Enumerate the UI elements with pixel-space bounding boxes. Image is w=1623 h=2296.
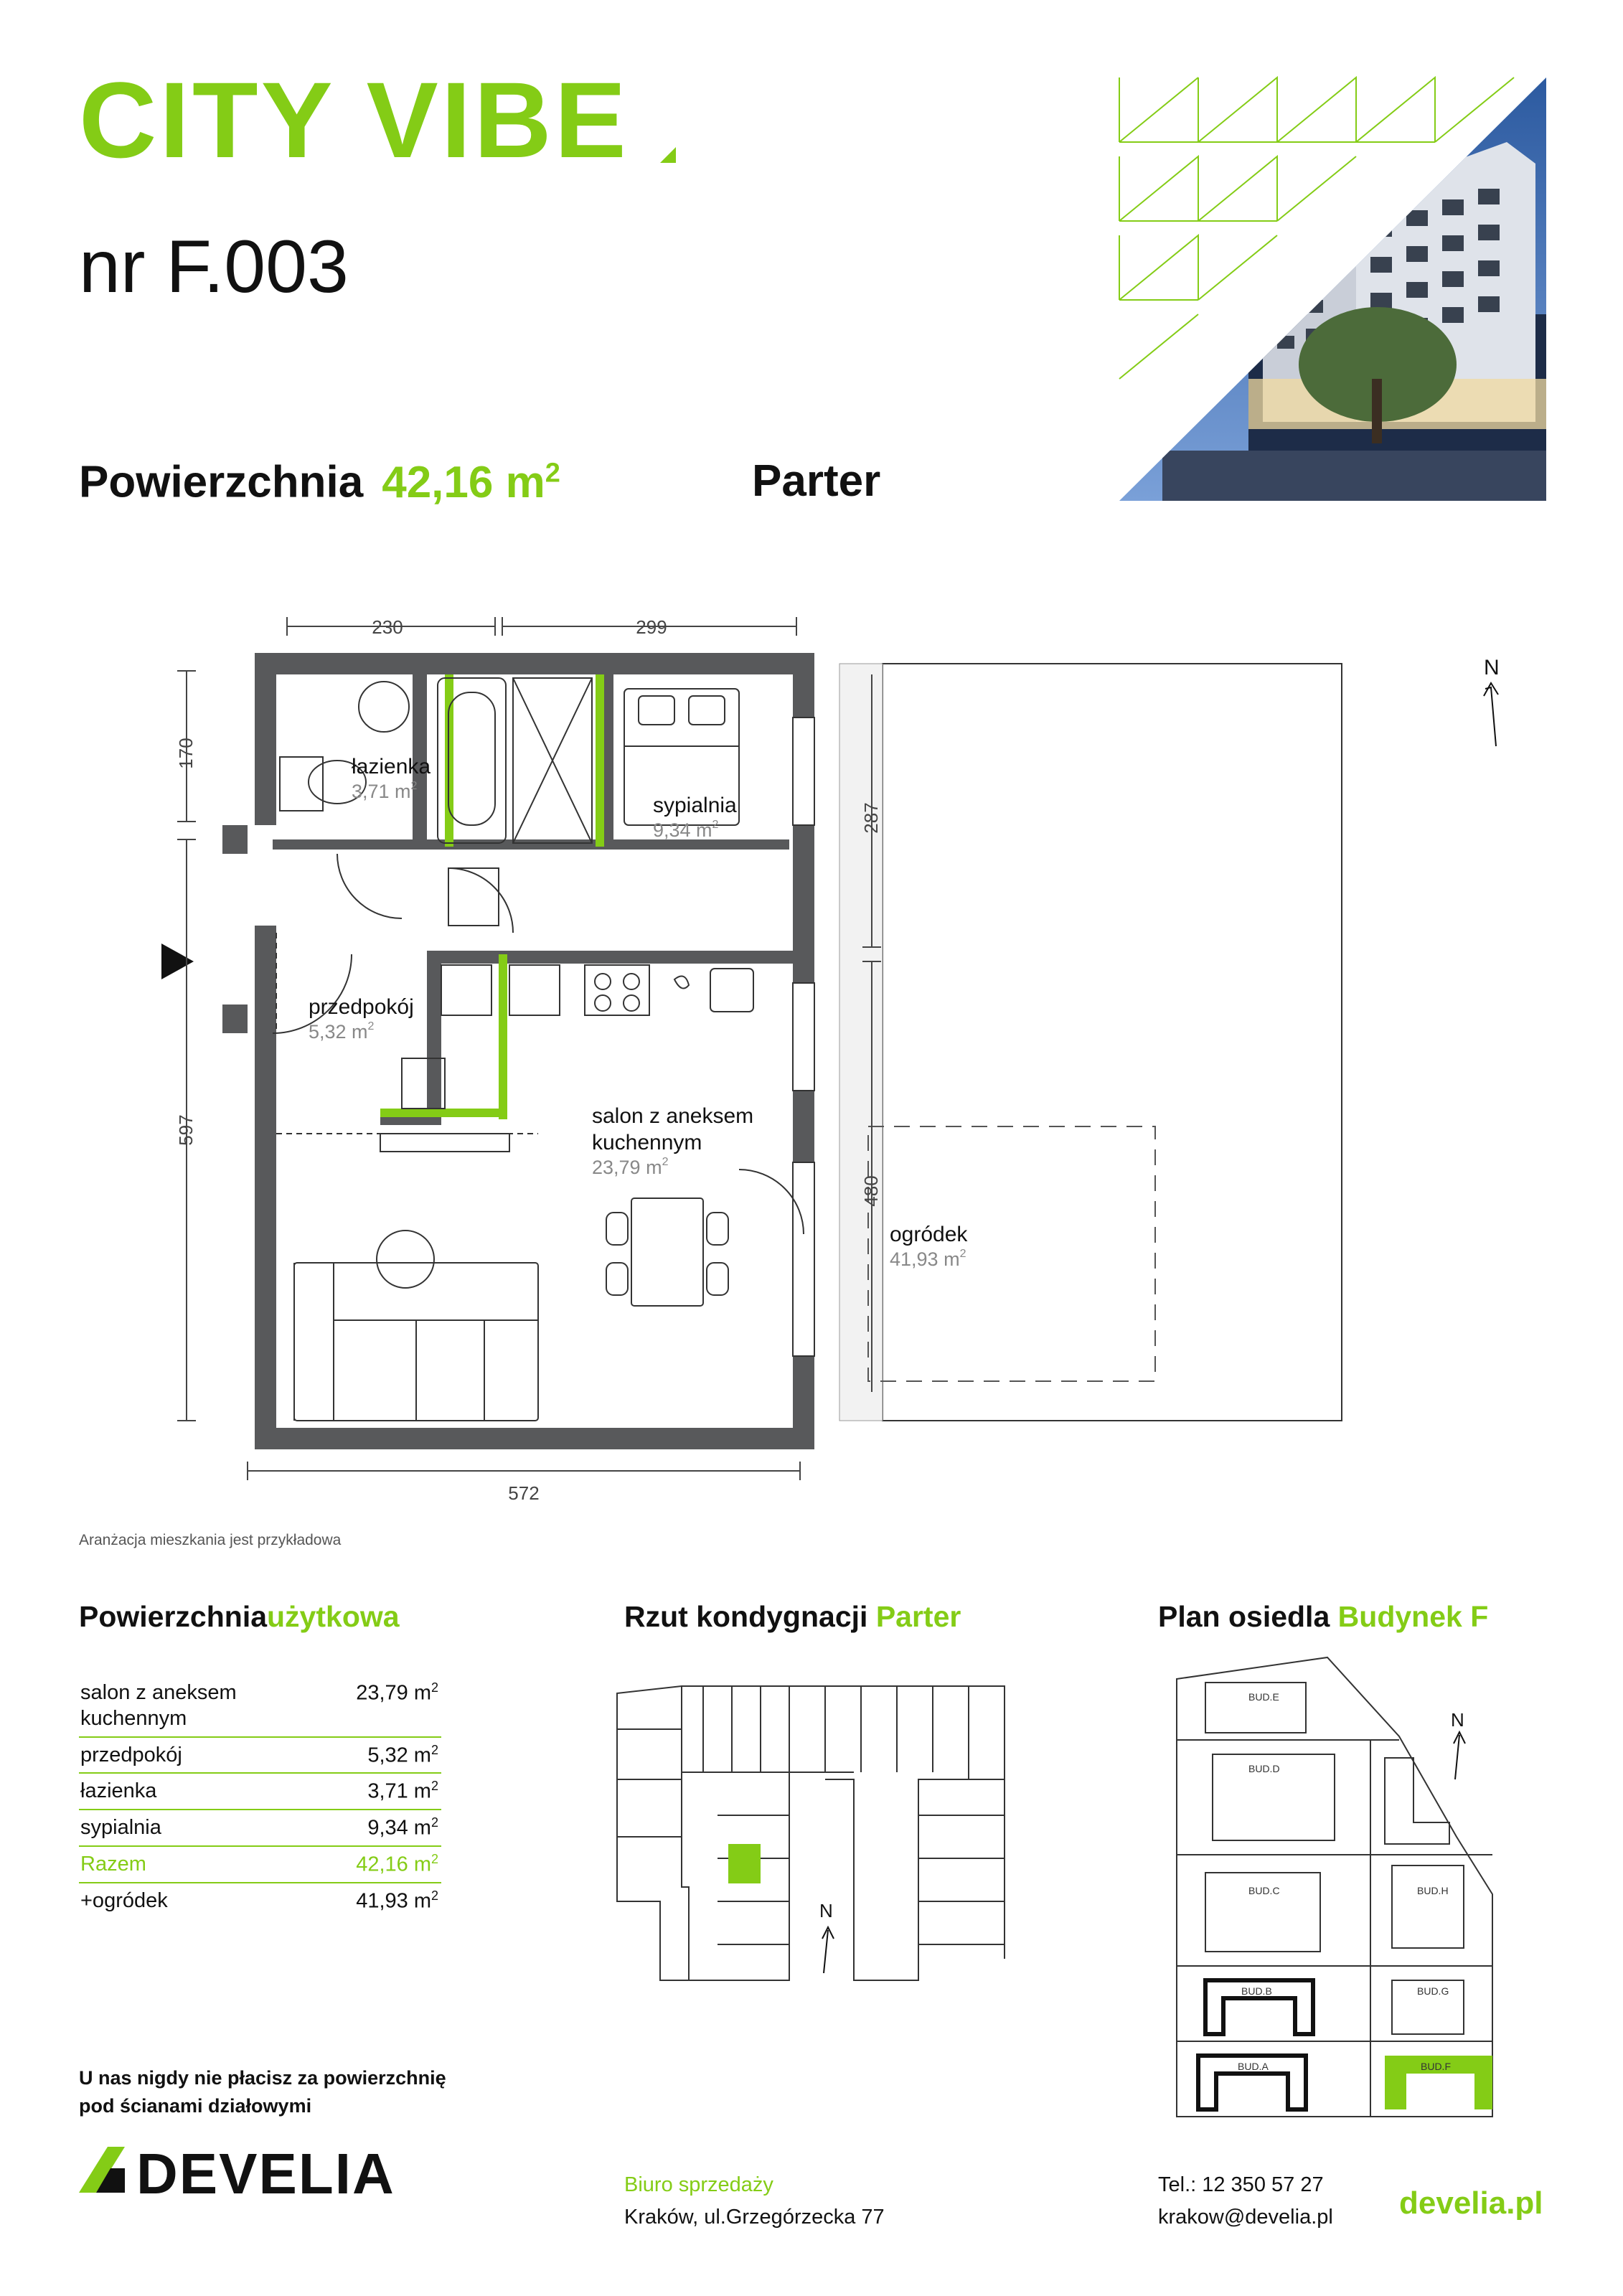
- site-label-a: BUD.A: [1238, 2061, 1269, 2072]
- contact-info: [1158, 2169, 1333, 2234]
- table-row: salon z aneksem kuchennym 23,79 $m^2$: [79, 1675, 441, 1738]
- dim-left-top: 170: [175, 738, 197, 769]
- site-label-b: BUD.B: [1241, 1985, 1272, 1997]
- tagline: U nas nigdy nie płacisz za powierzchnię pod ścianami działowymi: [79, 2067, 446, 2117]
- site-label-f: BUD.F: [1421, 2061, 1451, 2072]
- floor-name: Parter: [752, 456, 881, 506]
- room-bedroom-area: 9,34 $m^2$: [653, 819, 719, 841]
- table-garden-row: +ogródek 41,93 $m^2$: [80, 1888, 438, 1913]
- develia-logo-icon: [79, 2147, 125, 2193]
- room-garden-name: ogródek: [890, 1223, 968, 1246]
- site-north-arrow-icon: [1454, 1732, 1465, 1779]
- room-hall-name: przedpokój: [309, 995, 414, 1019]
- arrangement-note: Aranżacja mieszkania jest przykładowa: [79, 1532, 342, 1548]
- site-label-c: BUD.C: [1248, 1885, 1280, 1896]
- mini-north-label: N: [819, 1900, 833, 1921]
- site-label-h: BUD.H: [1417, 1885, 1449, 1896]
- room-hall-area: 5,32 $m^2$: [309, 1020, 375, 1043]
- north-arrow-icon: [1484, 683, 1498, 746]
- floor-plan-title: Rzut kondygnacji Parter: [624, 1600, 961, 1633]
- office-address: Kraków, ul.Grzegórzecka 77: [624, 2205, 885, 2229]
- dim-left-main: 597: [175, 1114, 197, 1146]
- unit-number: nr F.003: [79, 225, 349, 309]
- dim-top-left: 230: [372, 616, 403, 638]
- dim-right-lower: 480: [860, 1175, 882, 1207]
- site-plan-mini: [1162, 1657, 1492, 2117]
- area-summary: [79, 459, 560, 505]
- room-living-name-2: kuchennym: [592, 1131, 702, 1154]
- area-value: 42,16 $m^2$: [382, 457, 560, 507]
- site-plan-title: Plan osiedla Budynek F: [1158, 1600, 1489, 1633]
- apartment-floor-plan: [165, 603, 1500, 1504]
- site-label-g: BUD.G: [1417, 1985, 1449, 1997]
- website-link[interactable]: develia.pl: [1399, 2186, 1543, 2221]
- table-row: sypialnia 9,34 $m^2$: [79, 1810, 441, 1847]
- logo-accent-mark: [660, 147, 676, 163]
- office-label: Biuro sprzedaży: [624, 2173, 773, 2196]
- table-row: łazienka 3,71 $m^2$: [79, 1774, 441, 1810]
- building-render-image: [1119, 77, 1546, 501]
- site-label-d: BUD.D: [1248, 1763, 1280, 1774]
- mini-north-arrow-icon: [822, 1927, 834, 1973]
- table-row: przedpokój 5,32 $m^2$: [79, 1738, 441, 1774]
- room-bedroom-name: sypialnia: [653, 794, 737, 817]
- develia-brand: DEVELIA: [136, 2142, 395, 2206]
- room-living-area: 23,79 $m^2$: [592, 1156, 669, 1178]
- garden-area: [839, 664, 1342, 1421]
- dim-right-upper: 287: [860, 802, 882, 834]
- dim-bottom: 572: [508, 1482, 540, 1504]
- site-label-e: BUD.E: [1248, 1691, 1279, 1703]
- room-bathroom-area: 3,71 $m^2$: [352, 780, 418, 802]
- building-floor-plan-mini: [617, 1672, 1005, 1980]
- site-north-label: N: [1451, 1709, 1464, 1731]
- usable-area-table: [79, 1675, 441, 1919]
- phone[interactable]: Tel.: 12 350 57 27: [1158, 2173, 1324, 2196]
- project-logo: CITY VIBE: [79, 60, 629, 180]
- room-garden-area: 41,93 $m^2$: [890, 1248, 966, 1270]
- entrance-arrow-icon: [161, 944, 194, 979]
- area-label: Powierzchnia: [79, 457, 364, 507]
- highlighted-unit: [728, 1844, 761, 1883]
- dim-top-right: 299: [636, 616, 667, 638]
- usable-area-title: Powierzchniaużytkowa: [79, 1600, 400, 1633]
- table-total-row: Razem 42,16 $m^2$: [79, 1847, 441, 1883]
- north-label: N: [1484, 656, 1500, 679]
- room-bathroom-name: łazienka: [352, 755, 431, 778]
- email-link[interactable]: krakow@develia.pl: [1158, 2205, 1333, 2229]
- room-living-name-1: salon z aneksem: [592, 1104, 754, 1128]
- sales-office: [624, 2169, 885, 2234]
